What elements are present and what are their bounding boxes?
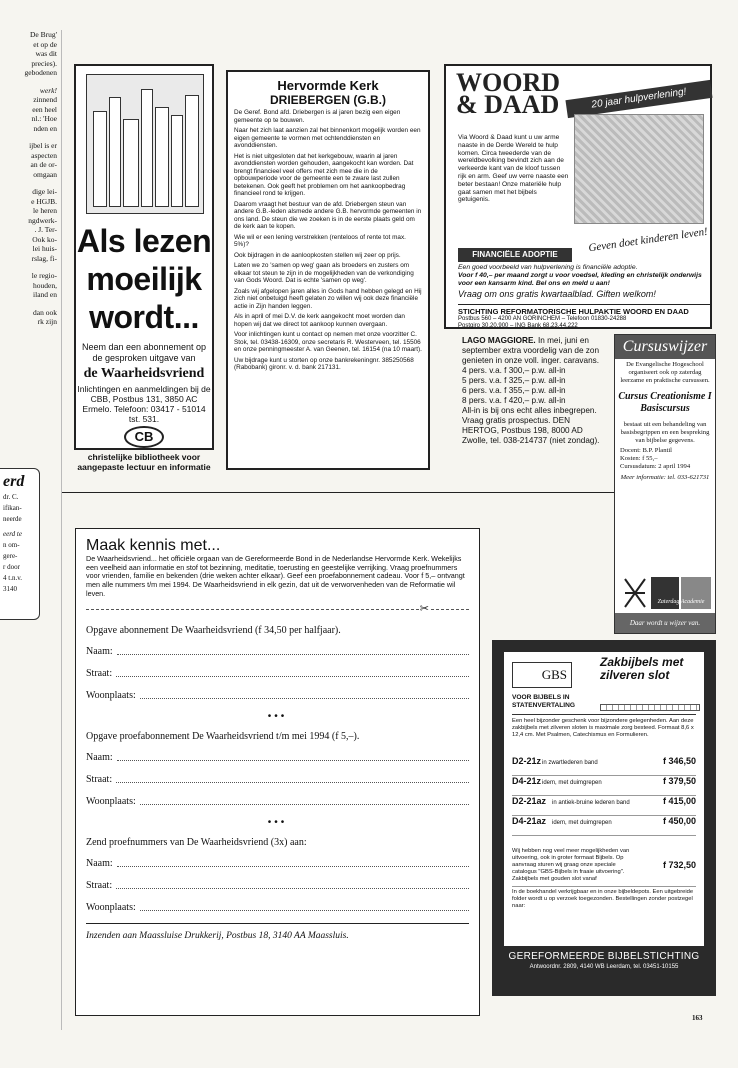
text-line: et op de <box>33 39 57 49</box>
form-footer: Inzenden aan Maassluise Drukkerij, Postbus 18, 3140 AA Maassluis. <box>86 923 469 942</box>
text-line: precies). <box>31 58 57 68</box>
price-row: 6 pers. v.a. f 355,– p.w. all-in <box>462 386 566 395</box>
price-table <box>512 756 696 836</box>
ad-woord-en-daad <box>444 64 712 329</box>
cbb-logo: CB <box>124 426 164 448</box>
course-docent: Docent: B.P. Plantil <box>620 447 673 454</box>
ad-als-lezen <box>74 64 214 472</box>
left-fragment-box <box>0 468 40 620</box>
table-row: D2-21z in zwartlederen band f 346,50 <box>512 756 696 776</box>
gbs-tagline: VOOR BIJBELS IN STATENVERTALING <box>512 694 576 709</box>
text-line: ijbel is er <box>29 141 57 150</box>
form-intro: De Waarheidsvriend... het officiële orgaan van de Gereformeerde Bond in de Nederlandse Hervormde Kerk. Wekelijks een veelheid aan informatie en stof tot bezinning, meditatie, toerusting en geestelijke verrijking. Vraag proefnummers voor vrienden, familie en bekenden (drie weken achter elkaar). Geef een proefabonnement cadeau. Voor f 5,– ontvangt men alle nummers t/m mei 1994. De Waarheidsvriend in elk gezin, dat uit de verworvenheden van de Reformatie wil leven. <box>86 554 465 598</box>
text-line: nl.: 'Hoe <box>31 114 57 123</box>
text-line: le heren <box>33 206 57 215</box>
street-field[interactable]: Straat: <box>86 773 469 786</box>
paragraph: Als in april of mei D.V. de kerk aangekocht moet worden dan hopen wij dat we direct tot aankoop kunnen overgaan. <box>234 313 405 328</box>
info-text: Inlichtingen en aanmeldingen bij de CBB, Postbus 131, 3850 AC Ermelo. Telefoon: 03417 - 51014 tst. 531. <box>77 384 211 424</box>
text-line: werk! <box>39 85 57 95</box>
woord-daad-logo: WOORD & DAAD <box>456 68 560 119</box>
academy-name: Zaterdag Academie <box>657 599 705 605</box>
text-line: een heel <box>32 104 57 114</box>
text-line: an de or- <box>30 160 57 169</box>
name-field[interactable]: Naam: <box>86 645 469 658</box>
cursus-intro: De Evangelische Hogeschool organiseert ook op zaterdag leerzame en praktische cursussen. <box>620 361 710 384</box>
gbs-order: In de boekhandel verkrijgbaar en in onze bijbeldepots. Een uitgebreide folder wordt u op verzoek toegezonden. Bestellingen zonder postzegel naar: <box>512 886 696 910</box>
form-title: Maak kennis met... <box>86 537 221 554</box>
course-more: Meer informatie: tel. 033-621731 <box>620 474 710 481</box>
text-line: rslag, fi- <box>31 253 57 263</box>
paragraph: De Geref. Bond afd. Driebergen is al jaren bezig een eigen gemeente op te bouwen. <box>234 109 401 124</box>
text-line: dr. C. <box>3 493 19 501</box>
text-line: ifikan- <box>3 504 22 512</box>
table-row: D4-21az idem, met duimgrepen f 450,00 <box>512 816 696 836</box>
page-number: 163 <box>692 1014 703 1022</box>
text-line: Ook ko- <box>32 234 57 244</box>
text-line: nden en <box>33 123 57 133</box>
text-line: zinnend <box>33 95 57 104</box>
text-line: ngdwerk- <box>28 215 57 225</box>
children-photo <box>574 114 704 224</box>
text-line: aspecten <box>31 150 57 160</box>
academy-logo <box>621 575 713 611</box>
text-line: rk zijn <box>37 317 57 326</box>
text-line: le regio- <box>31 271 57 280</box>
text-line: lei huis- <box>32 244 57 253</box>
course-desc: bestaat uit een behandeling van basisbegrippen en een bespreking van bijbelse gegevens. <box>620 421 710 444</box>
separator-dots: ••• <box>267 710 288 722</box>
course-date: Cursusdatum: 2 april 1994 <box>620 463 691 470</box>
paragraph: Naar het zich laat aanzien zal het binnenkort mogelijk worden een eigen gemeente te vormen met ochtenddiensten en avonddiensten. <box>234 127 421 149</box>
gold-price: f 732,50 <box>662 860 696 870</box>
ad-outro: All-in is bij ons echt alles inbegrepen. Vraag gratis prospectus. DEN HERTOG, Postbus 198, 8000 AD Zwolle, tel. 038-214737 (niet zondag). <box>462 406 600 445</box>
text-line: neerde <box>3 515 22 523</box>
subline: Neem dan een abonnement op de gesproken uitgave van <box>81 342 207 363</box>
paragraph: Ook bijdragen in de aanloopkosten stellen wij zeer op prijs. <box>234 251 401 259</box>
ad-intro: In mei, juni en september extra voordelig van de zon genieten in onze voll. inger. caravans. <box>462 336 600 365</box>
gbs-logo: GBS <box>512 662 572 688</box>
option-samples[interactable]: Zend proefnummers van De Waarheidsvriend (3x) aan: <box>86 836 307 848</box>
paragraph: Zoals wij afgelopen jaren alles in Gods hand hebben gelegd en Hij zich niet onbetuigd heeft gelaten zo willen wij ook deze financiële actie in Zijn handen leggen. <box>234 287 422 310</box>
gbs-footer: GEREFORMEERDE BIJBELSTICHTING Antwoordnr. 2809, 4140 WB Leerdam, tel. 03451-10155 <box>504 946 704 984</box>
option-subscription[interactable]: Opgave abonnement De Waarheidsvriend (f 34,50 per halfjaar). <box>86 624 341 636</box>
paragraph: Het is niet uitgesloten dat het kerkgebouw, waarin al jaren avonddiensten worden gehouden, aangekocht kan worden. Dat brengt financieel veel offers met zich mee die in de opbouwperiode voor de gemeente een te zware last zullen betekenen. Ook geeft het problemen om het aankoopbedrag financieel rond te krijgen. <box>234 152 414 197</box>
body-text: Via Woord & Daad kunt u uw arme naaste in de Derde Wereld te hulp komen. Circa tweederde van de wereldbevolking bevindt zich aan de verkeerde kant van de kloof tussen rijk en arm. Geef uw verre naaste een beter bestaan! Onze materiële hulp gaat samen met het bijbels getuigenis. <box>458 134 569 204</box>
text-line: eerd te <box>3 530 22 538</box>
street-field[interactable]: Straat: <box>86 667 469 680</box>
text-line: . J. Ter- <box>34 225 57 234</box>
text-line: dige lei- <box>32 187 57 196</box>
scissors-icon: ✂ <box>419 602 429 615</box>
paragraph: Laten we zo 'samen op weg' gaan als broeders en zusters om elkaar tot steun te zijn in de mogelijkheden van de verkondiging van Gods Woord. Dat is echte 'samen op weg'. <box>234 262 414 284</box>
text-line: iland en <box>33 290 57 299</box>
slogan: Geven doet kinderen leven! <box>587 225 709 255</box>
foundation-info: STICHTING REFORMATORISCHE HULPAKTIE WOORD EN DAAD Postbus 560 – 4200 AN GORINCHEM – Telefoon 01830-24288 Postgiro 30.20.900 – ING Bank 68.23.44.222 <box>458 304 710 330</box>
ad-gbs-zakbijbels <box>492 640 716 996</box>
gbs-intro: Een heel bijzonder geschenk voor bijzondere gelegenheden. Aan deze zakbijbels met zilveren sloten is maximale zorg besteed. Formaat 8,6 x 12,4 cm. Met Psalmen, Catechismus en Formulieren. <box>512 718 694 738</box>
name-field[interactable]: Naam: <box>86 751 469 764</box>
headline: Als lezen moeilijk wordt... <box>76 223 212 335</box>
horizontal-rule <box>62 492 614 493</box>
price-row: 5 pers. v.a. f 325,– p.w. all-in <box>462 376 566 385</box>
city-field[interactable]: Woonplaats: <box>86 901 469 914</box>
street-field[interactable]: Straat: <box>86 879 469 892</box>
option-trial[interactable]: Opgave proefabonnement De Waarheidsvriend t/m mei 1994 (f 5,–). <box>86 730 360 742</box>
city-field[interactable]: Woonplaats: <box>86 795 469 808</box>
text-line: was dit <box>35 49 57 58</box>
subscription-form <box>75 528 480 1016</box>
table-row: D4-21z idem, met duimgrepen f 379,50 <box>512 776 696 796</box>
text-line: gebodenen <box>24 68 57 77</box>
text-line: n om- <box>3 541 20 549</box>
text-line: gere- <box>3 552 18 560</box>
books-illustration <box>86 74 204 214</box>
separator-dots: ••• <box>267 816 288 828</box>
course-name: Cursus Creationisme I Basiscursus <box>618 391 712 414</box>
gbs-title: Zakbijbels met zilveren slot <box>600 655 684 682</box>
ad-lago-maggiore <box>462 336 608 446</box>
name-field[interactable]: Naam: <box>86 857 469 870</box>
text-line: e HGJB. <box>31 196 57 206</box>
text-line: houden, <box>33 280 57 290</box>
anniversary-banner: 20 jaar hulpverlening! <box>565 80 712 118</box>
ad-head: LAGO MAGGIORE. <box>462 336 536 345</box>
box-title: erd <box>3 473 25 490</box>
adoption-text: Een goed voorbeeld van hulpverlening is financiële adoptie. Voor f 40,– per maand zorgt u voor voedsel, kleding en christelijk onderwijs voor een kansarm kind. Bel ons en meld u aan! Vraag om ons gratis kwartaalblad. Giften welkom! <box>458 264 702 299</box>
table-row: D2-21az in antiek-bruine lederen band f 415,00 <box>512 796 696 816</box>
text-line: dan ook <box>33 307 57 317</box>
ad-cursuswijzer <box>614 334 716 634</box>
cursus-footer: Daar wordt u wijzer van. <box>615 613 715 633</box>
paper-name: de Waarheidsvriend <box>83 366 205 381</box>
org-name: christelijke bibliotheek voor aangepaste lectuur en informatie <box>77 452 211 472</box>
paragraph: Uw bijdrage kunt u storten op onze bankrekeningnr. 385250568 (Rabobank) gironr. v. d. bank 217131. <box>234 356 414 371</box>
ad-subtitle: DRIEBERGEN (G.B.) <box>269 93 386 107</box>
city-field[interactable]: Woonplaats: <box>86 689 469 702</box>
cut-line <box>86 602 469 615</box>
paragraph: Wie wil er een lening verstrekken (renteloos of rente tot max. 5%)? <box>234 233 406 248</box>
text-line: 3140 <box>3 585 17 593</box>
paragraph: Voor inlichtingen kunt u contact op nemen met onze voorzitter C. Stok, tel. 03438-16309, onze secretaris R. Westerveen, tel. 15506 en onze penningmeester A. van Geenen, tel. 16154 (na 10 maart). <box>234 331 422 353</box>
text-line: 4 t.n.v. <box>3 574 22 582</box>
paragraph: Daarom vraagt het bestuur van de afd. Driebergen steun van andere G.B.-leden alsmede andere G.B. hervormde gemeenten in ons land. De steun die we zoeken is in de eerste plaats geld om de kerk aan te kopen. <box>234 200 422 230</box>
text-line: r door <box>3 563 20 571</box>
gbs-more: Wij hebben nog veel meer mogelijkheden van uitvoering, ook in groter formaat Bijbels. Op aanvraag sturen wij graag onze speciale catalogus "GBS-Bijbels in fraaie uitvoering". Zakbijbels met gouden slot vanaf f 732,50 <box>512 848 696 882</box>
decorative-strip <box>600 704 700 711</box>
cursus-title: Cursuswijzer <box>615 335 715 359</box>
text-line: omgaan <box>33 169 57 179</box>
course-cost: Kosten: f 55,– <box>620 455 658 462</box>
price-row: 4 pers. v.a. f 300,– p.w. all-in <box>462 366 566 375</box>
adoption-label: FINANCIËLE ADOPTIE <box>458 248 572 262</box>
price-row: 8 pers. v.a. f 420,– p.w. all-in <box>462 396 566 405</box>
ad-title: Hervormde Kerk <box>277 78 379 93</box>
text-line: De Brug' <box>30 30 57 39</box>
ad-hervormde-kerk <box>226 70 430 470</box>
